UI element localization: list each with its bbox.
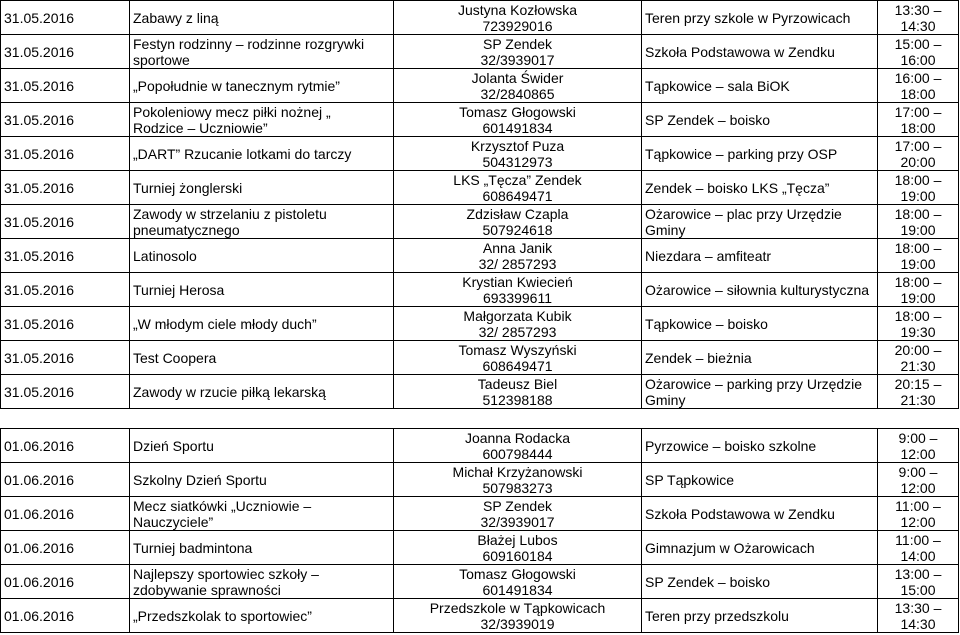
table-row: [1, 463, 959, 497]
cell-time-line: 18:00 –: [894, 239, 942, 256]
cell-place-line: Pyrzowice – boisko szkolne: [645, 437, 817, 454]
cell-place-line: Gimnazjum w Ożarowicach: [645, 539, 815, 556]
cell-date: 31.05.2016: [1, 375, 130, 409]
cell-time-line: 15:00: [900, 581, 936, 598]
cell-time-line: 9:00 –: [898, 429, 938, 446]
cell-time-line: 17:00 –: [894, 137, 942, 154]
cell-date: 01.06.2016: [1, 429, 130, 463]
cell-event-line: sportowe: [133, 51, 190, 68]
cell-contact: [394, 137, 642, 171]
cell-time-line: 18:00: [900, 85, 936, 102]
cell-date: 31.05.2016: [1, 103, 130, 137]
table-body: [1, 1, 959, 409]
cell-event: [130, 341, 394, 375]
cell-time-line: 13:30 –: [894, 1, 942, 18]
cell-contact-line: 32/ 2857293: [478, 255, 557, 272]
cell-time-line: 14:00: [900, 547, 936, 564]
cell-time: [878, 1, 959, 35]
cell-event-line: „DART” Rzucanie lotkami do tarczy: [133, 145, 352, 162]
cell-time-line: 12:00: [900, 445, 936, 462]
cell-contact: [394, 497, 642, 531]
cell-place-line: Gminy: [645, 391, 686, 408]
cell-contact: [394, 599, 642, 633]
cell-event-line: Zawody w strzelaniu z pistoletu: [133, 205, 327, 222]
cell-time-line: 21:30: [900, 391, 936, 408]
cell-contact: [394, 429, 642, 463]
cell-place-line: Tąpkowice – sala BiOK: [645, 77, 790, 94]
table-row: [1, 531, 959, 565]
cell-contact-line: 600798444: [482, 445, 553, 462]
cell-place-line: Zendek – boisko LKS „Tęcza”: [645, 179, 830, 196]
cell-date: 01.06.2016: [1, 565, 130, 599]
cell-event-line: Turniej Herosa: [133, 281, 225, 298]
cell-place: [642, 497, 878, 531]
table-row: [1, 599, 959, 633]
cell-contact: [394, 103, 642, 137]
cell-time-line: 13:00 –: [894, 565, 942, 582]
cell-time: [878, 429, 959, 463]
cell-event: [130, 497, 394, 531]
cell-place: [642, 307, 878, 341]
cell-time: [878, 497, 959, 531]
cell-contact-line: 608649471: [482, 357, 553, 374]
cell-date: 31.05.2016: [1, 1, 130, 35]
cell-time-line: 19:00: [900, 187, 936, 204]
cell-contact-line: 601491834: [482, 581, 553, 598]
cell-place-line: Teren przy szkole w Pyrzowicach: [645, 9, 851, 26]
cell-place-line: Zendek – bieżnia: [645, 349, 752, 366]
table-row: [1, 171, 959, 205]
cell-time-line: 14:30: [900, 17, 936, 34]
cell-place-line: Szkoła Podstawowa w Zendku: [645, 505, 835, 522]
cell-date: 31.05.2016: [1, 273, 130, 307]
table-row: [1, 565, 959, 599]
cell-place: [642, 103, 878, 137]
cell-event: [130, 307, 394, 341]
cell-place: [642, 205, 878, 239]
cell-event: [130, 273, 394, 307]
cell-place: [642, 531, 878, 565]
cell-event: [130, 429, 394, 463]
cell-place-line: Ożarowice – siłownia kulturystyczna: [645, 281, 870, 298]
cell-time-line: 12:00: [900, 479, 936, 496]
cell-place-line: Tąpkowice – parking przy OSP: [645, 145, 838, 162]
cell-place: [642, 375, 878, 409]
cell-time: [878, 171, 959, 205]
cell-event-line: Zawody w rzucie piłką lekarską: [133, 383, 326, 400]
cell-contact-line: Zdzisław Czapla: [466, 205, 569, 222]
cell-contact-line: Justyna Kozłowska: [457, 1, 578, 18]
cell-date: 01.06.2016: [1, 599, 130, 633]
cell-event: [130, 463, 394, 497]
cell-contact-line: Przedszkole w Tąpkowicach: [429, 599, 606, 616]
cell-event-line: Mecz siatkówki „Uczniowie –: [133, 497, 312, 514]
cell-event: [130, 103, 394, 137]
cell-time-line: 12:00: [900, 513, 936, 530]
cell-place-line: SP Zendek – boisko: [645, 111, 771, 128]
cell-date: 31.05.2016: [1, 205, 130, 239]
cell-place: [642, 429, 878, 463]
cell-event-line: Nauczyciele”: [133, 513, 214, 530]
cell-place: [642, 137, 878, 171]
table-row: [1, 1, 959, 35]
cell-date: 01.06.2016: [1, 497, 130, 531]
cell-contact-line: Tomasz Głogowski: [459, 103, 576, 120]
cell-contact: [394, 239, 642, 273]
cell-date: 31.05.2016: [1, 341, 130, 375]
cell-time-line: 18:00: [900, 119, 936, 136]
table-row: [1, 103, 959, 137]
cell-time-line: 14:30: [900, 615, 936, 632]
cell-contact-line: 32/3939019: [480, 615, 555, 632]
cell-place: [642, 565, 878, 599]
cell-event-line: „W młodym ciele młody duch”: [133, 315, 317, 332]
cell-contact: [394, 1, 642, 35]
cell-time-line: 13:30 –: [894, 599, 942, 616]
table-row: [1, 273, 959, 307]
cell-contact-line: 32/3939017: [480, 51, 555, 68]
table-row: [1, 137, 959, 171]
table-row: [1, 497, 959, 531]
cell-date: 31.05.2016: [1, 239, 130, 273]
table-row: [1, 429, 959, 463]
cell-place-line: Niezdara – amfiteatr: [645, 247, 772, 264]
cell-date: 31.05.2016: [1, 307, 130, 341]
cell-place: [642, 463, 878, 497]
cell-contact-line: Tadeusz Biel: [477, 375, 558, 392]
cell-place-line: Ożarowice – parking przy Urzędzie: [645, 375, 863, 392]
cell-event-line: Test Coopera: [133, 349, 217, 366]
cell-event: [130, 69, 394, 103]
cell-time-line: 11:00 –: [895, 531, 941, 548]
cell-time: [878, 463, 959, 497]
cell-place-line: Ożarowice – plac przy Urzędzie: [645, 205, 842, 222]
cell-time-line: 18:00 –: [894, 307, 942, 324]
cell-place-line: Teren przy przedszkolu: [645, 607, 789, 624]
cell-event-line: Dzień Sportu: [133, 437, 214, 454]
cell-contact: [394, 375, 642, 409]
cell-event-line: Rodzice – Uczniowie”: [133, 119, 268, 136]
cell-time: [878, 565, 959, 599]
cell-time-line: 20:15 –: [894, 375, 942, 392]
cell-contact: [394, 531, 642, 565]
cell-event: [130, 35, 394, 69]
cell-time: [878, 69, 959, 103]
cell-contact: [394, 273, 642, 307]
cell-contact-line: 723929016: [482, 17, 553, 34]
cell-event: [130, 239, 394, 273]
cell-contact-line: 504312973: [482, 153, 553, 170]
cell-time-line: 17:00 –: [894, 103, 942, 120]
cell-contact: [394, 307, 642, 341]
cell-event-line: Festyn rodzinny – rodzinne rozgrywki: [133, 35, 365, 52]
cell-event: [130, 599, 394, 633]
table-row: [1, 341, 959, 375]
cell-time: [878, 205, 959, 239]
cell-contact-line: LKS „Tęcza” Zendek: [453, 171, 582, 188]
cell-contact-line: Michał Krzyżanowski: [452, 463, 583, 480]
cell-time-line: 9:00 –: [898, 463, 938, 480]
cell-time: [878, 103, 959, 137]
cell-time-line: 18:00 –: [894, 171, 942, 188]
cell-time: [878, 375, 959, 409]
cell-event-line: Latinosolo: [133, 247, 197, 264]
cell-time: [878, 35, 959, 69]
cell-time-line: 15:00 –: [894, 35, 942, 52]
table-row: [1, 239, 959, 273]
cell-contact-line: Krzysztof Puza: [470, 137, 565, 154]
cell-contact-line: Krystian Kwiecień: [462, 273, 573, 290]
cell-contact: [394, 463, 642, 497]
cell-place: [642, 341, 878, 375]
cell-date: 31.05.2016: [1, 137, 130, 171]
cell-event-line: Szkolny Dzień Sportu: [133, 471, 267, 488]
cell-contact-line: Jolanta Świder: [471, 69, 564, 86]
cell-date: 01.06.2016: [1, 463, 130, 497]
cell-place-line: Gminy: [645, 221, 686, 238]
table-row: [1, 307, 959, 341]
cell-contact-line: 608649471: [482, 187, 553, 204]
cell-date: 01.06.2016: [1, 531, 130, 565]
cell-place: [642, 1, 878, 35]
cell-time-line: 20:00: [900, 153, 936, 170]
cell-time: [878, 137, 959, 171]
cell-event-line: Zabawy z liną: [133, 9, 219, 26]
cell-event-line: „Przedszkolak to sportowiec”: [133, 607, 312, 624]
cell-date: 31.05.2016: [1, 69, 130, 103]
table-body: [1, 429, 959, 633]
cell-contact: [394, 35, 642, 69]
cell-contact-line: Błażej Lubos: [477, 531, 558, 548]
cell-contact-line: Joanna Rodacka: [464, 429, 571, 446]
cell-contact-line: 601491834: [482, 119, 553, 136]
cell-place-line: Szkoła Podstawowa w Zendku: [645, 43, 835, 60]
cell-event-line: Turniej żonglerski: [133, 179, 243, 196]
cell-time: [878, 599, 959, 633]
cell-contact-line: 32/2840865: [480, 85, 555, 102]
table-row: [1, 375, 959, 409]
cell-time-line: 16:00: [900, 51, 936, 68]
cell-event: [130, 205, 394, 239]
cell-time-line: 16:00 –: [894, 69, 942, 86]
table-row: [1, 69, 959, 103]
cell-event-line: Pokoleniowy mecz piłki nożnej „: [133, 103, 331, 120]
cell-event: [130, 137, 394, 171]
cell-contact-line: 693399611: [482, 289, 553, 306]
table-row: [1, 205, 959, 239]
cell-event: [130, 565, 394, 599]
cell-event-line: Najlepszy sportowiec szkoły –: [133, 565, 319, 582]
cell-contact-line: 32/ 2857293: [478, 323, 557, 340]
cell-place: [642, 35, 878, 69]
cell-place: [642, 171, 878, 205]
cell-event-line: zdobywanie sprawności: [133, 581, 281, 598]
cell-place: [642, 599, 878, 633]
cell-contact-line: 32/3939017: [480, 513, 555, 530]
cell-time: [878, 341, 959, 375]
cell-time: [878, 273, 959, 307]
cell-contact-line: Anna Janik: [482, 239, 553, 256]
cell-time: [878, 239, 959, 273]
cell-date: 31.05.2016: [1, 35, 130, 69]
cell-place-line: Tąpkowice – boisko: [645, 315, 768, 332]
cell-event-line: pneumatycznego: [133, 221, 240, 238]
cell-contact-line: 507924618: [482, 221, 553, 238]
cell-contact-line: SP Zendek: [482, 497, 552, 514]
cell-contact-line: 609160184: [482, 547, 553, 564]
cell-place: [642, 273, 878, 307]
cell-time: [878, 531, 959, 565]
cell-contact-line: Małgorzata Kubik: [463, 307, 572, 324]
cell-time-line: 19:00: [900, 289, 936, 306]
cell-place: [642, 239, 878, 273]
schedule-table-day2: [0, 428, 959, 633]
cell-time-line: 19:00: [900, 221, 936, 238]
cell-time-line: 11:00 –: [895, 497, 941, 514]
cell-time: [878, 307, 959, 341]
cell-contact: [394, 69, 642, 103]
cell-date: 31.05.2016: [1, 171, 130, 205]
cell-contact: [394, 565, 642, 599]
cell-event: [130, 1, 394, 35]
table-row: [1, 35, 959, 69]
cell-contact: [394, 341, 642, 375]
cell-place-line: SP Tąpkowice: [645, 471, 734, 488]
cell-place-line: SP Zendek – boisko: [645, 573, 771, 590]
cell-contact-line: Tomasz Głogowski: [459, 565, 576, 582]
cell-time-line: 18:00 –: [894, 273, 942, 290]
cell-event: [130, 531, 394, 565]
cell-place: [642, 69, 878, 103]
cell-time-line: 19:00: [900, 255, 936, 272]
cell-time-line: 19:30: [900, 323, 936, 340]
cell-contact: [394, 171, 642, 205]
cell-time-line: 20:00 –: [894, 341, 942, 358]
cell-contact-line: 507983273: [482, 479, 553, 496]
cell-contact: [394, 205, 642, 239]
cell-event-line: Turniej badmintona: [133, 539, 253, 556]
cell-contact-line: Tomasz Wyszyński: [458, 341, 577, 358]
cell-event-line: „Popołudnie w tanecznym rytmie”: [133, 77, 340, 94]
cell-contact-line: SP Zendek: [482, 35, 552, 52]
cell-time-line: 21:30: [900, 357, 936, 374]
cell-event: [130, 375, 394, 409]
cell-time-line: 18:00 –: [894, 205, 942, 222]
cell-event: [130, 171, 394, 205]
cell-contact-line: 512398188: [482, 391, 553, 408]
